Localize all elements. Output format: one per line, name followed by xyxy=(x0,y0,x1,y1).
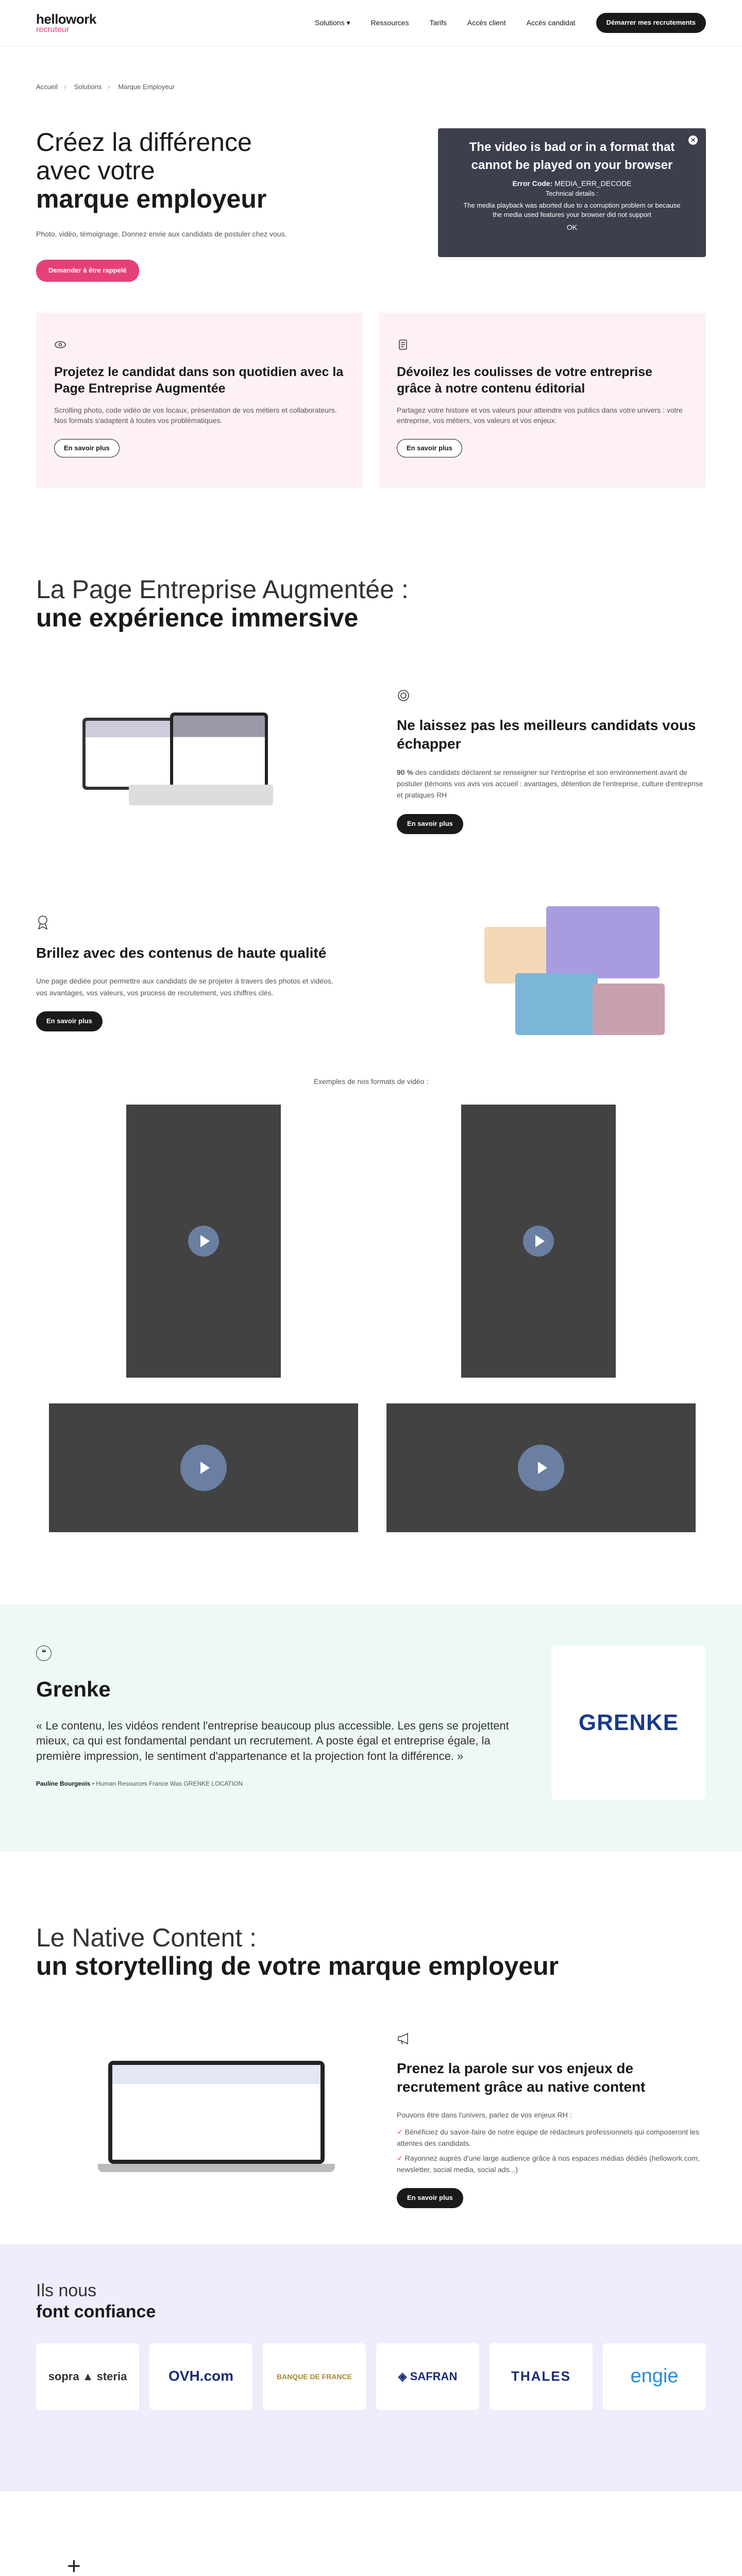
section-title-light: Le Native Content : xyxy=(36,1923,257,1952)
native-feature-text xyxy=(397,2032,706,2208)
video-error-headline: The video is bad or in a format that cannot be played on your browser xyxy=(469,140,675,172)
testimonial-author: Pauline Bourgeoïs • Human Resources France Was GRENKE LOCATION xyxy=(36,1780,243,1787)
feature-row-2 xyxy=(36,906,706,1040)
client-logos xyxy=(36,2343,706,2410)
feature-text-1 xyxy=(397,689,706,834)
promo-card-text: Partagez votre histoire et vos valeurs pour atteindre vos publics dans votre univers : votre entreprise, vos métiers, vos valeurs et vos enjeux. xyxy=(397,405,683,425)
learn-more-button[interactable]: En savoir plus xyxy=(397,814,463,834)
video-error-detail-title: Technical details : xyxy=(545,189,599,197)
nav-ressources[interactable]: Ressources xyxy=(370,19,409,27)
native-content-section xyxy=(0,1852,742,2208)
learn-more-button[interactable]: En savoir plus xyxy=(397,439,462,458)
formats-caption: Exemples de nos formats de vidéo : xyxy=(313,1077,429,1086)
eye-icon xyxy=(54,338,66,351)
feature-bullet: ✓ Bénéficiez du savoir-faire de notre équipe de rédacteurs professionnels qui composeront les attentes des candidats. xyxy=(397,2127,699,2148)
svg-text:+: + xyxy=(67,2552,81,2576)
feature-text-2 xyxy=(36,914,335,1031)
devices-illustration xyxy=(77,707,345,816)
site-header xyxy=(0,0,742,46)
client-logo-sopra: sopra ▲ steria xyxy=(36,2343,139,2410)
promo-cards xyxy=(0,313,742,488)
medal-icon xyxy=(36,914,335,934)
learn-more-button[interactable]: En savoir plus xyxy=(397,2188,463,2208)
video-error-detail: The media playback was aborted due to a corruption problem or because the media used features your browser did not support xyxy=(463,201,681,219)
video-error-ok[interactable]: OK xyxy=(566,223,578,232)
section-title-light: Ils nous xyxy=(36,2281,97,2301)
video-player[interactable] xyxy=(438,128,706,257)
feature-title: Brillez avec des contenus de haute qualité xyxy=(36,944,327,961)
promo-card-title: Projetez le candidat dans son quotidien avec la Page Entreprise Augmentée xyxy=(54,364,344,396)
video-tile-portrait-2[interactable] xyxy=(461,1105,616,1378)
logo-subtext: recruteur xyxy=(36,25,70,34)
video-tile-landscape-1[interactable] xyxy=(49,1403,358,1532)
client-logo-banque-de-france: BANQUE DE FRANCE xyxy=(263,2343,366,2410)
promo-card-title: Dévoilez les coulisses de votre entreprise grâce à notre contenu éditorial xyxy=(397,364,653,396)
section-title-light: La Page Entreprise Augmentée : xyxy=(36,574,409,604)
title-line-1: Créez la différence xyxy=(36,127,252,157)
play-icon[interactable] xyxy=(523,1226,554,1257)
promo-card-page xyxy=(36,313,363,488)
start-recruiting-button[interactable]: Démarrer mes recrutements xyxy=(596,13,706,33)
breadcrumb-home[interactable]: Accueil xyxy=(36,83,58,91)
video-formats-grid xyxy=(0,1105,742,1532)
nav-acces-client[interactable]: Accès client xyxy=(467,19,506,27)
feature-bullet: ✓ Rayonnez auprès d'une large audience grâce à nos espaces médias dédiés (hellowork.com, newsletter, social media, social ads...) xyxy=(397,2154,700,2174)
promo-card-text: Scrolling photo, code vidéo de vos locaux, présentation de vos métiers et collaborateurs. Nos formats s'adaptent à toutes vos problématiques. xyxy=(54,405,337,425)
check-icon: ✓ xyxy=(397,2154,405,2162)
nav-solutions[interactable]: Solutions ▾ xyxy=(315,19,350,27)
section-title xyxy=(36,2280,706,2323)
section-title xyxy=(36,1924,706,1980)
breadcrumb: Accueil › Solutions › Marque Employeur xyxy=(36,83,175,91)
logo-text: hellowork xyxy=(36,11,96,27)
client-logo-ovh: OVH.com xyxy=(149,2343,252,2410)
video-hand-illustration xyxy=(52,2543,278,2576)
quote-icon: ❝ xyxy=(36,1646,52,1661)
laptop-illustration xyxy=(98,2061,345,2179)
testimonial-brand: Grenke xyxy=(36,1676,111,1701)
promo-card-editorial xyxy=(379,313,706,488)
document-icon xyxy=(397,338,409,351)
native-feature-row xyxy=(36,2032,706,2208)
video-tile-portrait-1[interactable] xyxy=(126,1105,281,1378)
main-nav xyxy=(315,13,706,33)
feature-title: Prenez la parole sur vos enjeux de recrutement grâce au native content xyxy=(397,2060,646,2095)
logo[interactable] xyxy=(36,12,96,34)
section-title xyxy=(36,575,706,632)
learn-more-button[interactable]: En savoir plus xyxy=(54,439,120,458)
feature-row-1 xyxy=(36,689,706,834)
client-logo-safran: ◈ SAFRAN xyxy=(376,2343,479,2410)
check-icon: ✓ xyxy=(397,2127,405,2136)
page-title xyxy=(36,128,356,213)
play-icon[interactable] xyxy=(188,1226,219,1257)
photos-illustration xyxy=(484,906,670,1040)
feature-title: Ne laissez pas les meilleurs candidats vous échapper xyxy=(397,717,696,752)
title-bold: marque employeur xyxy=(36,184,267,213)
title-line-2: avec votre xyxy=(36,156,155,185)
megaphone-icon xyxy=(397,2032,706,2049)
augmented-page-section xyxy=(0,488,742,1087)
grenke-logo: GRENKE xyxy=(551,1646,706,1800)
trust-section xyxy=(0,2244,742,2492)
target-icon xyxy=(397,689,706,706)
client-logo-thales: THALES xyxy=(490,2343,593,2410)
section-title-bold: font confiance xyxy=(36,2301,156,2321)
testimonial-quote: « Le contenu, les vidéos rendent l'entreprise beaucoup plus accessible. Les gens se projettent mieux, ca qui est fondamental pendant un recrutement. A poste égal et entreprise égale, la première impression, le sentiment d'appartenance et la projection font la différence. » xyxy=(36,1719,509,1763)
client-logo-engie: engie xyxy=(603,2343,706,2410)
section-title-bold: un storytelling de votre marque employeur xyxy=(36,1951,559,1980)
nav-tarifs[interactable]: Tarifs xyxy=(429,19,447,27)
play-icon[interactable] xyxy=(518,1445,564,1491)
video-error-code: Error Code: MEDIA_ERR_DECODE xyxy=(512,179,632,188)
play-icon[interactable] xyxy=(180,1445,227,1491)
feature-intro: Pouvons être dans l'univers, parlez de vos enjeux RH : xyxy=(397,2111,572,2120)
breadcrumb-solutions[interactable]: Solutions xyxy=(74,83,102,91)
create-content-section xyxy=(0,2492,742,2576)
video-tile-landscape-2[interactable] xyxy=(386,1403,696,1532)
testimonial-section xyxy=(0,1604,742,1852)
nav-acces-candidat[interactable]: Accès candidat xyxy=(526,19,576,27)
feature-text: Une page dédiée pour permettre aux candidats de se projeter à travers des photos et vidéos, vos avantages, vos valeurs, vos process de recrutement, vos chiffres clés. xyxy=(36,977,333,997)
feature-text: 90 % des candidats déclarent se renseigner sur l'entreprise et son environnement avant de postuler (témoins vos avis vos accueil : avantages, détention de l'entreprise, culture d'entreprise et pratiques RH xyxy=(397,768,703,800)
breadcrumb-current: Marque Employeur xyxy=(118,83,175,91)
hero-section xyxy=(0,92,742,313)
hero-subtitle: Photo, vidéo, témoignage, Donnez envie aux candidats de postuler chez vous. xyxy=(36,229,287,238)
section-title-bold: une expérience immersive xyxy=(36,603,359,632)
learn-more-button[interactable]: En savoir plus xyxy=(36,1011,103,1031)
close-icon[interactable]: ✕ xyxy=(688,135,698,145)
callback-button[interactable]: Demander à être rappelé xyxy=(36,260,139,282)
